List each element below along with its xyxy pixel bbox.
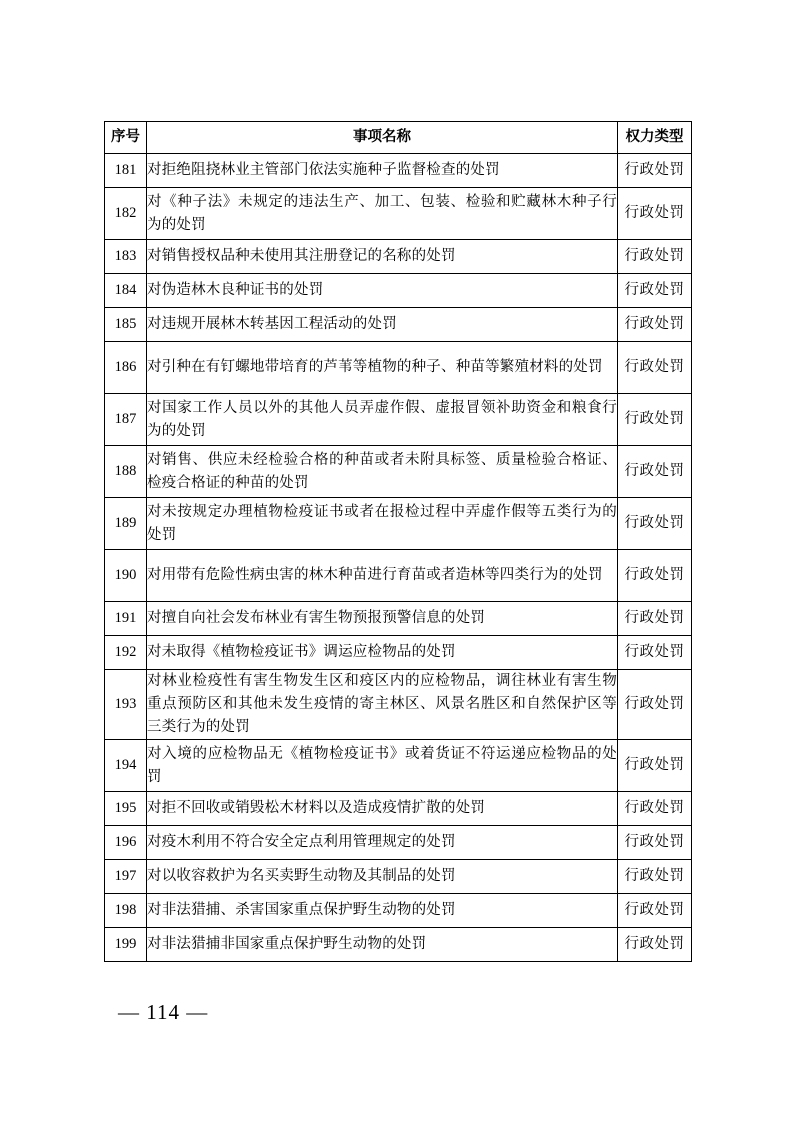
table-row: [105, 446, 692, 498]
item-name: 对非法猎捕、杀害国家重点保护野生动物的处罚: [147, 894, 618, 928]
power-type: 行政处罚: [618, 498, 692, 550]
item-name: 对违规开展林木转基因工程活动的处罚: [147, 308, 618, 342]
table-row: [105, 792, 692, 826]
row-number: 183: [105, 240, 147, 274]
row-number: 181: [105, 154, 147, 188]
table-row: [105, 240, 692, 274]
table-row: [105, 154, 692, 188]
item-name: 对入境的应检物品无《植物检疫证书》或着货证不符运递应检物品的处罚: [147, 740, 618, 792]
table-row: [105, 928, 692, 962]
items-table: [104, 121, 692, 962]
table-row: [105, 740, 692, 792]
row-number: 197: [105, 860, 147, 894]
table-row: [105, 670, 692, 740]
row-number: 187: [105, 394, 147, 446]
table-row: [105, 550, 692, 602]
row-number: 185: [105, 308, 147, 342]
item-name: 对《种子法》未规定的违法生产、加工、包装、检验和贮藏林木种子行为的处罚: [147, 188, 618, 240]
table-row: [105, 636, 692, 670]
row-number: 198: [105, 894, 147, 928]
item-name: 对疫木利用不符合安全定点利用管理规定的处罚: [147, 826, 618, 860]
row-number: 192: [105, 636, 147, 670]
power-type: 行政处罚: [618, 188, 692, 240]
power-type: 行政处罚: [618, 894, 692, 928]
power-type: 行政处罚: [618, 446, 692, 498]
table-row: [105, 342, 692, 394]
row-number: 193: [105, 670, 147, 740]
power-type: 行政处罚: [618, 154, 692, 188]
row-number: 182: [105, 188, 147, 240]
power-type: 行政处罚: [618, 550, 692, 602]
header-no: 序号: [105, 122, 147, 154]
power-type: 行政处罚: [618, 826, 692, 860]
table-row: [105, 274, 692, 308]
power-type: 行政处罚: [618, 860, 692, 894]
item-name: 对拒不回收或销毁松木材料以及造成疫情扩散的处罚: [147, 792, 618, 826]
item-name: 对拒绝阻挠林业主管部门依法实施种子监督检查的处罚: [147, 154, 618, 188]
table-row: [105, 308, 692, 342]
power-type: 行政处罚: [618, 602, 692, 636]
power-type: 行政处罚: [618, 394, 692, 446]
item-name: 对用带有危险性病虫害的林木种苗进行育苗或者造林等四类行为的处罚: [147, 550, 618, 602]
power-type: 行政处罚: [618, 792, 692, 826]
item-name: 对非法猎捕非国家重点保护野生动物的处罚: [147, 928, 618, 962]
item-name: 对伪造林木良种证书的处罚: [147, 274, 618, 308]
table-row: [105, 188, 692, 240]
power-type: 行政处罚: [618, 670, 692, 740]
power-type: 行政处罚: [618, 274, 692, 308]
power-type: 行政处罚: [618, 342, 692, 394]
row-number: 190: [105, 550, 147, 602]
item-name: 对未取得《植物检疫证书》调运应检物品的处罚: [147, 636, 618, 670]
page-number: — 114 —: [118, 1000, 209, 1024]
table-row: [105, 894, 692, 928]
power-type: 行政处罚: [618, 928, 692, 962]
row-number: 188: [105, 446, 147, 498]
item-name: 对以收容救护为名买卖野生动物及其制品的处罚: [147, 860, 618, 894]
header-name: 事项名称: [147, 122, 618, 154]
row-number: 196: [105, 826, 147, 860]
power-type: 行政处罚: [618, 308, 692, 342]
table-body: [105, 154, 692, 962]
row-number: 199: [105, 928, 147, 962]
item-name: 对国家工作人员以外的其他人员弄虚作假、虚报冒领补助资金和粮食行为的处罚: [147, 394, 618, 446]
row-number: 194: [105, 740, 147, 792]
table-row: [105, 826, 692, 860]
table-row: [105, 394, 692, 446]
item-name: 对引种在有钉螺地带培育的芦苇等植物的种子、种苗等繁殖材料的处罚: [147, 342, 618, 394]
power-type: 行政处罚: [618, 240, 692, 274]
item-name: 对林业检疫性有害生物发生区和疫区内的应检物品，调往林业有害生物重点预防区和其他未发生疫情的寄主林区、风景名胜区和自然保护区等三类行为的处罚: [147, 670, 618, 740]
row-number: 186: [105, 342, 147, 394]
row-number: 189: [105, 498, 147, 550]
table-row: [105, 860, 692, 894]
power-type: 行政处罚: [618, 636, 692, 670]
table-row: [105, 602, 692, 636]
item-name: 对擅自向社会发布林业有害生物预报预警信息的处罚: [147, 602, 618, 636]
table-header-row: [105, 122, 692, 154]
power-type: 行政处罚: [618, 740, 692, 792]
row-number: 195: [105, 792, 147, 826]
item-name: 对销售授权品种未使用其注册登记的名称的处罚: [147, 240, 618, 274]
item-name: 对未按规定办理植物检疫证书或者在报检过程中弄虚作假等五类行为的处罚: [147, 498, 618, 550]
table-row: [105, 498, 692, 550]
row-number: 191: [105, 602, 147, 636]
header-type: 权力类型: [618, 122, 692, 154]
item-name: 对销售、供应未经检验合格的种苗或者未附具标签、质量检验合格证、检疫合格证的种苗的处罚: [147, 446, 618, 498]
row-number: 184: [105, 274, 147, 308]
